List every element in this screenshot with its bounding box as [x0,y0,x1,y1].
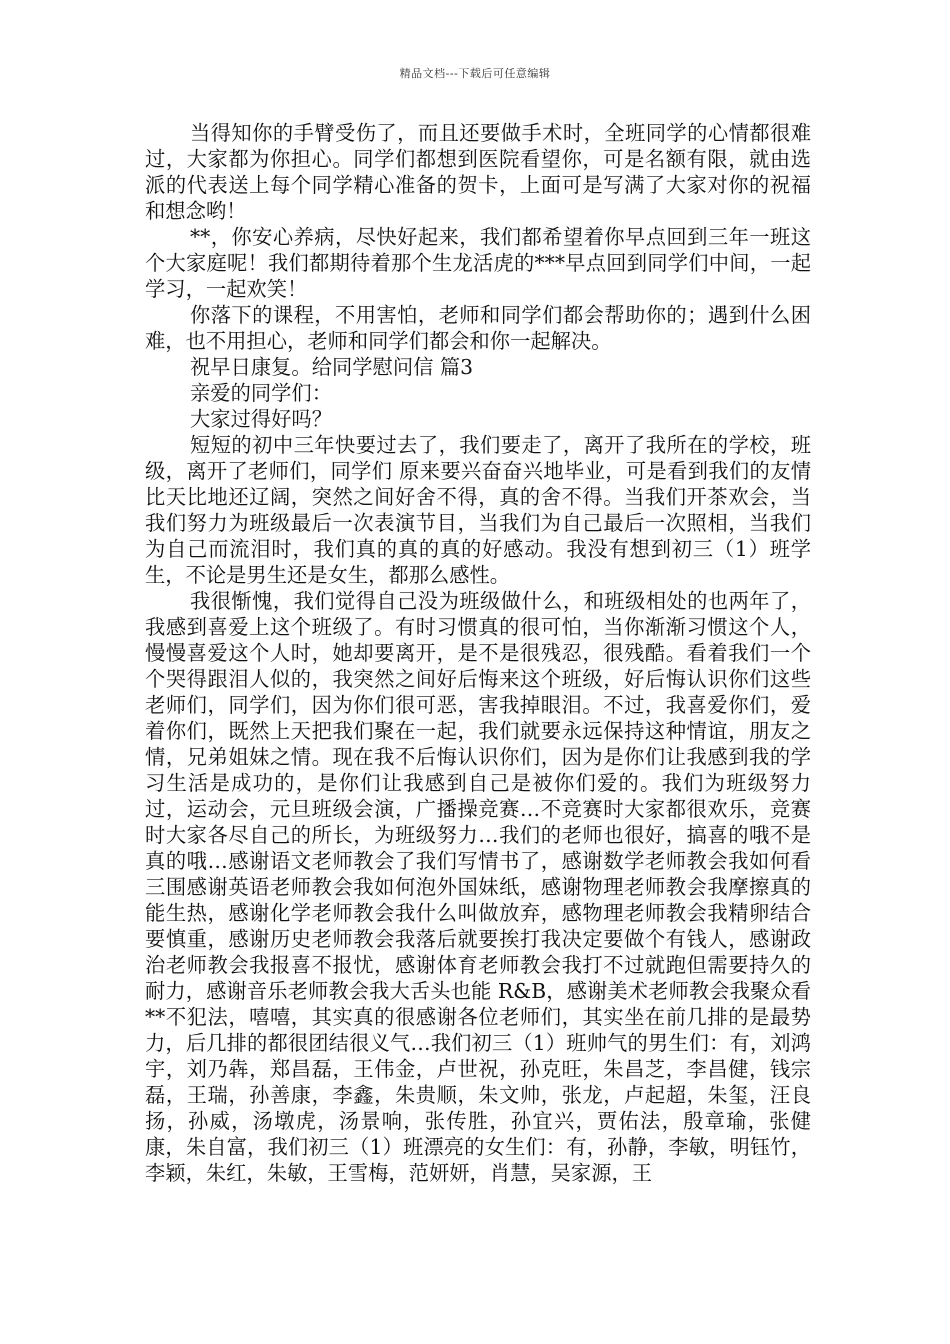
paragraph-4: 短短的初中三年快要过去了，我们要走了，离开了我所在的学校，班级，离开了老师们，同学们 原来要兴奋奋兴地毕业，可是看到我们的友情比天比地还辽阔，突然之间好舍不得，真的舍不得。当我们开茶欢会，当我们努力为班级最后一次表演节目，当我们为自己最后一次照相，当我们为自己而流泪时，我们真的真的真的好感动。我没有想到初三（1）班学生，不论是男生还是女生，都那么感性。 [145,433,811,587]
section-title: 祝早日康复。给同学慰问信 篇3 [190,355,474,379]
document-body [145,120,811,1186]
salutation: 亲爱的同学们： [190,381,332,405]
greeting: 大家过得好吗？ [190,407,332,431]
paragraph-2: **，你安心养病，尽快好起来，我们都希望着你早点回到三年一班这个大家庭呢！我们都期待着那个生龙活虎的***早点回到同学们中间，一起学习，一起欢笑！ [145,225,811,301]
page-header: 精品文档---下载后可任意编辑 [399,67,551,80]
paragraph-3: 你落下的课程，不用害怕，老师和同学们都会帮助你的；遇到什么困难，也不用担心，老师和同学们都会和你一起解决。 [145,303,811,353]
paragraph-1: 当得知你的手臂受伤了，而且还要做手术时，全班同学的心情都很难过，大家都为你担心。同学们都想到医院看望你，可是名额有限，就由选派的代表送上每个同学精心准备的贺卡，上面可是写满了大家对你的祝福和想念哟！ [145,121,811,223]
paragraph-5: 我很惭愧，我们觉得自己没为班级做什么，和班级相处的也两年了，我感到喜爱上这个班级了。有时习惯真的很可怕，当你渐渐习惯这个人，慢慢喜爱这个人时，她却要离开，是不是很残忍，很残酷。看着我们一个个哭得跟泪人似的，我突然之间好后悔来这个班级，好后悔认识你们这些老师们，同学们，因为你们很可恶，害我掉眼泪。不过，我喜爱你们，爱着你们，既然上天把我们聚在一起，我们就要永远保持这种情谊，朋友之情，兄弟姐妹之情。现在我不后悔认识你们，因为是你们让我感到我的学习生活是成功的，是你们让我感到自己是被你们爱的。我们为班级努力过，运动会，元旦班级会演，广播操竞赛…不竞赛时大家都很欢乐，竞赛时大家各尽自己的所长，为班级努力…我们的老师也很好，搞喜的哦不是真的哦…感谢语文老师教会了我们写情书了，感谢数学老师教会我如何看三围感谢英语老师教会我如何泡外国妹纸，感谢物理老师教会我摩擦真的能生热，感谢化学老师教会我什么叫做放弃，感物理老师教会我精卵结合要慎重，感谢历史老师教会我落后就要挨打我决定要做个有钱人，感谢政治老师教会我报喜不报忧，感谢体育老师教会我打不过就跑但需要持久的耐力，感谢音乐老师教会我大舌头也能 R&B，感谢美术老师教会我聚众看**不犯法，嘻嘻，其实真的很感谢各位老师们，其实坐在前几排的是最势力，后几排的都很团结很义气…我们初三（1）班帅气的男生们：有，刘鸿宇，刘乃犇，郑昌磊，王伟金，卢世祝，孙克旺，朱昌芝，李昌健，钱宗磊，王瑞，孙善康，李鑫，朱贵顺，朱文帅，张龙，卢起超，朱玺，汪良扬，孙威，汤墩虎，汤景响，张传胜，孙宜兴，贾佑法，殷章瑜，张健康，朱自富，我们初三（1）班漂亮的女生们：有，孙静，李敏，明钰竹，李颖，朱红，朱敏，王雪梅，范妍妍，肖慧，吴家源，王 [145,589,811,1185]
